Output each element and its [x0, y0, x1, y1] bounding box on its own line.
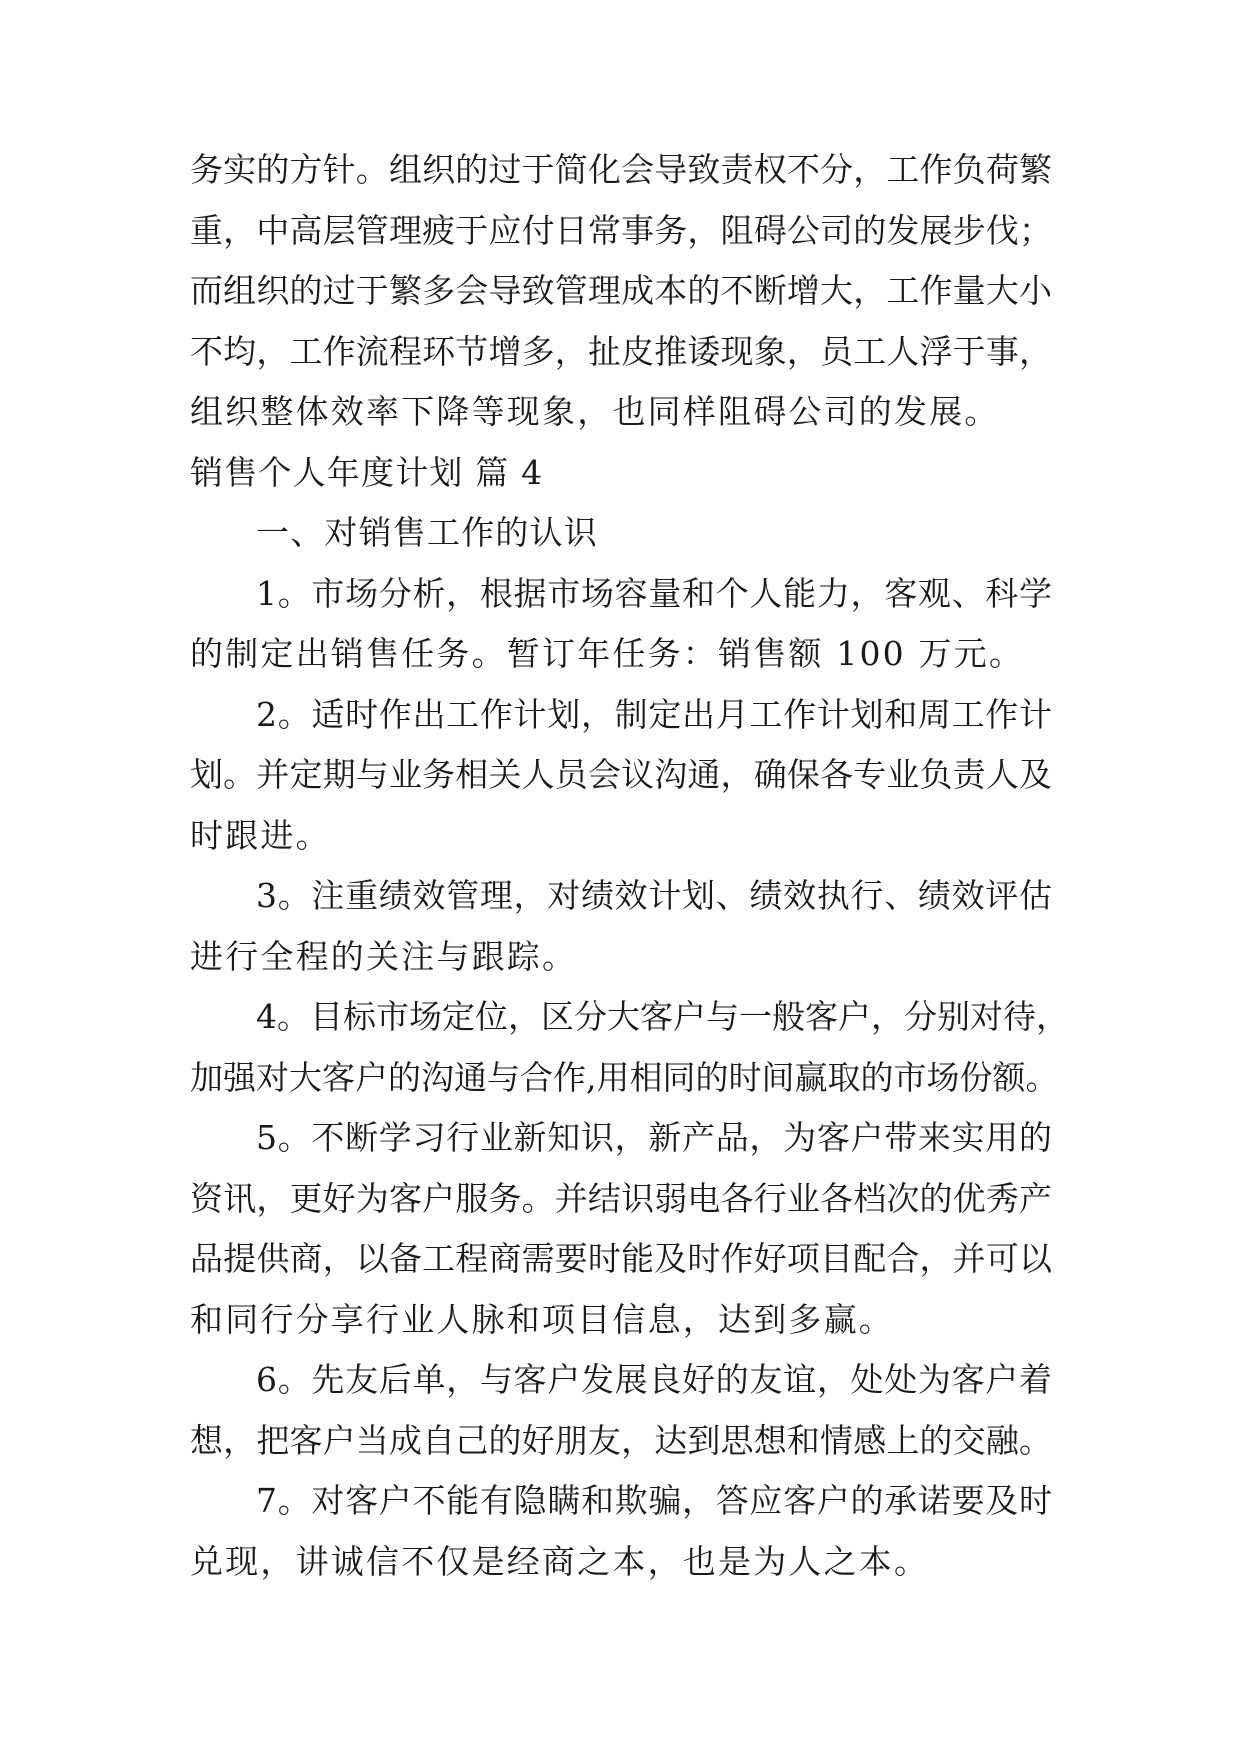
text-line: 进行全程的关注与跟踪。 [190, 936, 578, 976]
text-line: 4。目标市场定位，区分大客户与一般客户，分别对待， [256, 997, 1069, 1036]
list-item [190, 1471, 1052, 1592]
list-item [190, 1108, 1052, 1350]
text-line: 资讯，更好为客户服务。并结识弱电各行业各档次的优秀产 [190, 1178, 1052, 1218]
list-item [190, 1350, 1052, 1471]
text-line: 而组织的过于繁多会导致管理成本的不断增大，工作量大小 [190, 271, 1052, 310]
text-line: 和同行分享行业人脉和项目信息，达到多赢。 [190, 1299, 894, 1339]
article-title: 销售个人年度计划 篇 4 [190, 452, 544, 492]
text-line: 的制定出销售任务。暂订年任务：销售额 100 万元。 [190, 634, 1025, 673]
text-line: 6。先友后单，与客户发展良好的友谊，处处为客户着 [256, 1360, 1052, 1399]
text-line: 重，中高层管理疲于应付日常事务，阻碍公司的发展步伐； [190, 210, 1052, 250]
intro-paragraph [190, 140, 1052, 443]
text-line: 3。注重绩效管理，对绩效计划、绩效执行、绩效评估 [256, 876, 1052, 915]
list-item [190, 685, 1052, 867]
text-line: 1。市场分析，根据市场容量和个人能力，客观、科学 [256, 573, 1052, 613]
list-item [190, 987, 1069, 1108]
text-line: 务实的方针。组织的过于简化会导致责权不分，工作负荷繁 [190, 150, 1052, 189]
document-page [190, 140, 1069, 1592]
text-line: 不均，工作流程环节增多，扯皮推诿现象，员工人浮于事， [190, 331, 1052, 371]
list-item [190, 866, 1052, 987]
text-line: 2。适时作出工作计划，制定出月工作计划和周工作计 [256, 694, 1052, 734]
text-line: 兑现，讲诚信不仅是经商之本，也是为人之本。 [190, 1541, 930, 1581]
text-line: 划。并定期与业务相关人员会议沟通，确保各专业负责人及 [190, 755, 1052, 794]
text-line: 组织整体效率下降等现象，也同样阻碍公司的发展。 [190, 392, 1000, 431]
text-line: 想，把客户当成自己的好朋友，达到思想和情感上的交融。 [190, 1420, 1052, 1460]
text-line: 5。不断学习行业新知识，新产品，为客户带来实用的 [256, 1118, 1052, 1157]
text-line: 7。对客户不能有隐瞒和欺骗，答应客户的承诺要及时 [256, 1481, 1052, 1520]
text-line: 时跟进。 [190, 815, 331, 855]
text-line: 加强对大客户的沟通与合作,用相同的时间赢取的市场份额。 [190, 1057, 1059, 1097]
text-line: 品提供商，以备工程商需要时能及时作好项目配合，并可以 [190, 1239, 1052, 1278]
list-item [190, 564, 1052, 685]
section-heading: 一、对销售工作的认识 [256, 513, 598, 552]
